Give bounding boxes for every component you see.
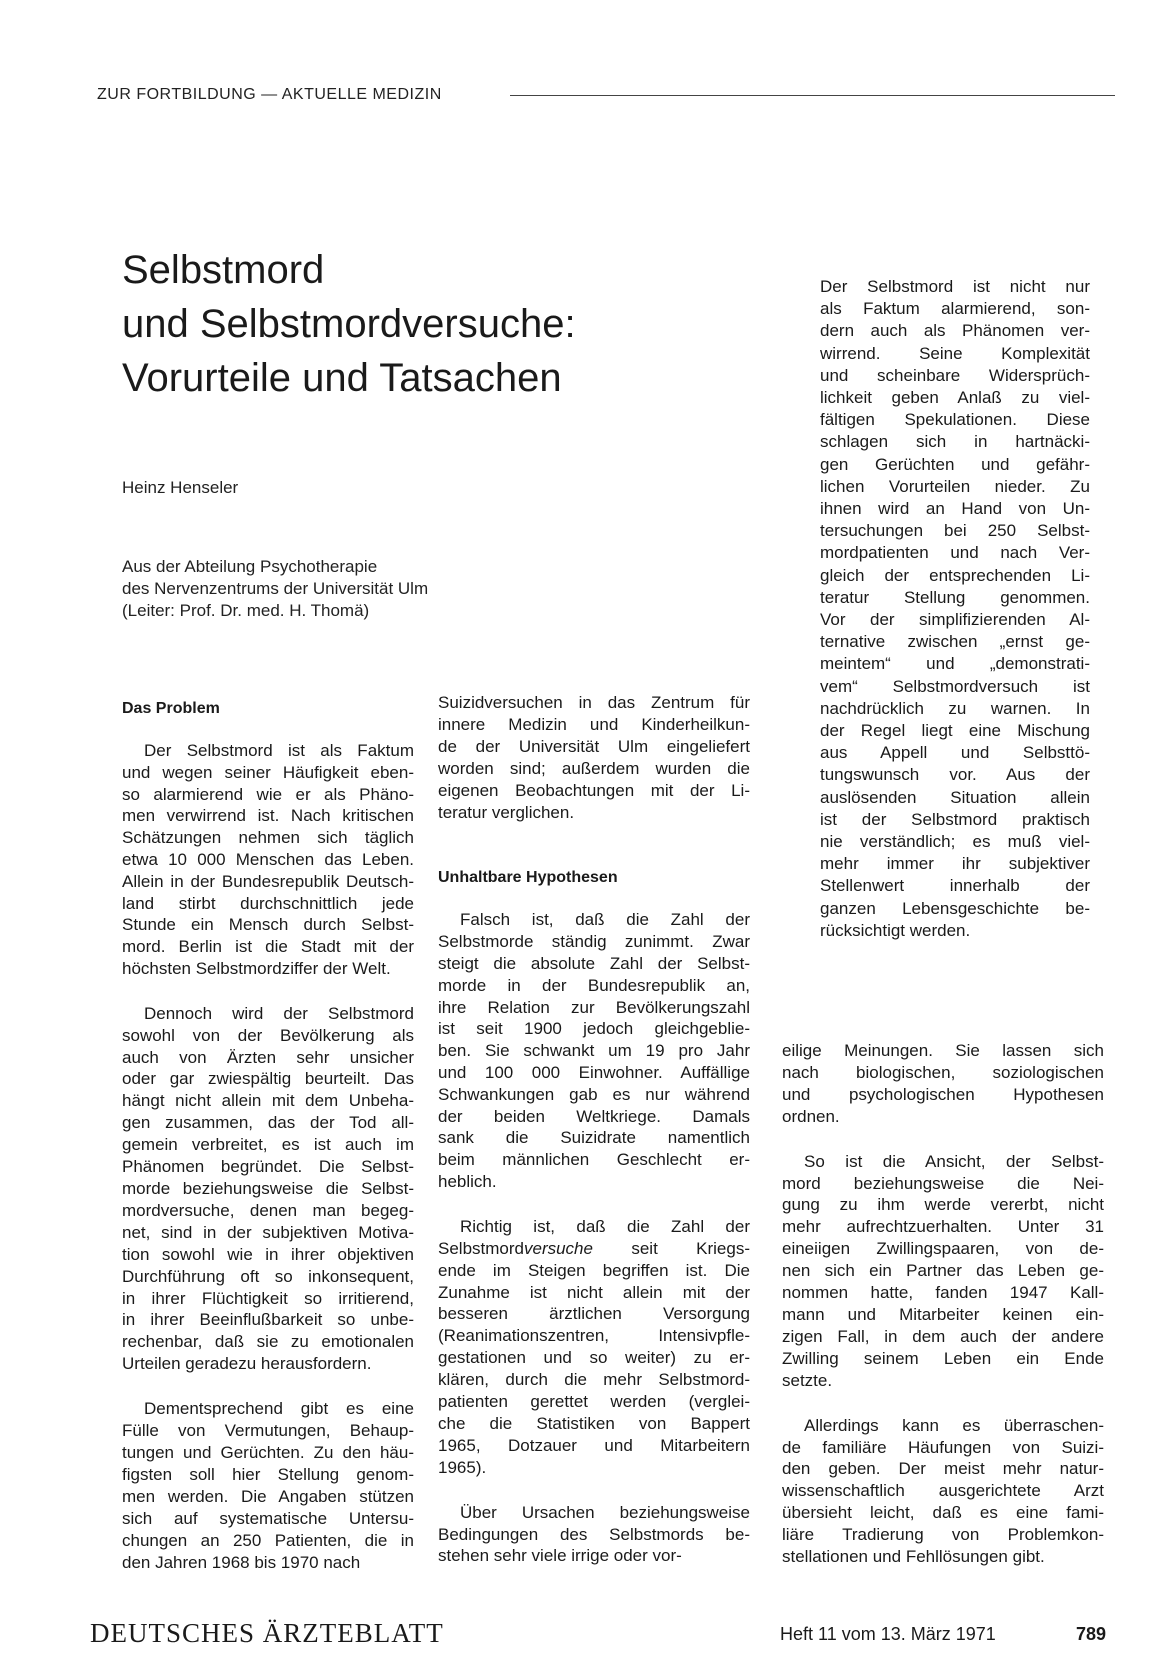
text-line: fältigen Spekulationen. Diese [820,410,1090,430]
title-line: Vorurteile und Tatsachen [122,356,562,400]
text-line: gestationen und so weiter) zu er- [438,1348,750,1368]
text-line: schlagen sich in hartnäcki- [820,432,1090,452]
text-line: Phänomen begründet. Die Selbst- [122,1157,414,1177]
text-line: (Reanimationszentren, Intensivpfle- [438,1326,750,1346]
text-line: ihre Relation zur Bevölkerungszahl [438,997,750,1017]
author-affiliation [122,556,428,622]
paragraph [438,692,750,823]
text-line: nie verständlich; es muß viel- [820,832,1090,852]
text-line: gleich der entsprechenden Li- [820,565,1090,585]
text-line: ihnen wird an Hand von Un- [820,499,1090,519]
text-line: Vor der simplifizierenden Al- [820,610,1090,630]
text-line: Schätzungen nehmen sich täglich [122,828,414,848]
text-line: gen zusammen, das der Tod all- [122,1113,414,1133]
text-line: sich auf systematische Untersu- [122,1508,414,1528]
text-line: und scheinbare Widersprüch- [820,365,1090,385]
text-line: So ist die Ansicht, der Selbst- [804,1151,1104,1171]
text-line: tion sowohl wie in ihrer objektiven [122,1244,414,1264]
paragraph [438,1216,750,1479]
text-line: Über Ursachen beziehungsweise [460,1502,750,1522]
text-line: den geben. Der meist mehr natur- [782,1459,1104,1479]
text-line: figsten soll hier Stellung genom- [122,1464,414,1484]
text-line: tungen und Gerüchten. Zu den häu- [122,1442,414,1462]
affiliation-line: Aus der Abteilung Psychotherapie [122,557,378,576]
text-line: gemein verbreitet, es ist auch im [122,1135,414,1155]
text-line: de der Universität Ulm eingeliefert [438,736,750,756]
header-rule [510,95,1115,96]
text-line: rücksichtigt werden. [820,920,971,940]
text-line: höchsten Selbstmordziffer der Welt. [122,958,391,978]
text-line: setzte. [782,1370,833,1390]
text-line: ist der Selbstmord praktisch [820,809,1090,829]
text-line: und wegen seiner Häufigkeit eben- [122,762,414,782]
text-line: gen Gerüchten und gefähr- [820,454,1090,474]
text-line [438,1238,750,1260]
text-line: dern auch als Phänomen ver- [820,321,1090,341]
text-line: etwa 10 000 Menschen das Leben. [122,849,414,869]
text-line: eigenen Beobachtungen mit der Li- [438,780,750,800]
paragraph [782,1415,1104,1568]
issue-info: Heft 11 vom 13. März 1971 [780,1624,996,1644]
paragraph [122,1398,414,1573]
article-title [122,243,742,405]
paragraph [438,1502,750,1568]
text-line: in ihrer Flüchtigkeit so irritierend, [122,1288,414,1308]
text-line: Richtig ist, daß die Zahl der [460,1216,750,1236]
title-line: Selbstmord [122,248,325,292]
text-line: beim männlichen Geschlecht er- [438,1150,750,1170]
text-line: 1965). [438,1457,487,1477]
text-line: steigt die absolute Zahl der Selbst- [438,954,750,974]
text-line: Allein in der Bundesrepublik Deutsch- [122,871,414,891]
text-line: Zwilling seinem Leben ein Ende [782,1348,1104,1368]
text-line: tersuchungen bei 250 Selbst- [820,521,1090,541]
section-heading: Das Problem [122,700,220,717]
text-line: Zunahme ist nicht allein mit der [438,1282,750,1302]
column-1 [122,698,414,1573]
affiliation-line: (Leiter: Prof. Dr. med. H. Thomä) [122,601,370,620]
text-line: rechenbar, daß sie zu emotionalen [122,1332,414,1352]
text-line: liäre Tradierung von Problemkon- [782,1525,1104,1545]
text-line: mord. Berlin ist die Stadt mit der [122,937,414,957]
text-line: mordversuche, denen man begeg- [122,1200,414,1220]
text-line: so alarmierend wie er als Phäno- [122,784,414,804]
text-line: eineiigen Zwillingspaaren, von de- [782,1239,1104,1259]
text-line: ternative zwischen „ernst ge- [820,632,1090,652]
text-line: den Jahren 1968 bis 1970 nach [122,1552,361,1572]
text-line: morde beziehungsweise die Selbst- [122,1179,414,1199]
title-line: und Selbstmordversuche: [122,302,576,346]
text-line: übersieht leicht, daß es eine fami- [782,1503,1104,1523]
emphasis-text: versuche [523,1238,593,1258]
text-line: der Regel liegt eine Mischung [820,721,1090,741]
text-line: ist seit 1900 jedoch gleichgeblie- [438,1019,750,1039]
text-line: gung zu ihm werde vererbt, nicht [782,1195,1104,1215]
paragraph [782,1151,1104,1392]
text-line: Stunde ein Mensch durch Selbst- [122,915,414,935]
paragraph-continued [438,1260,750,1479]
text-line: ordnen. [782,1106,840,1126]
text-line: tungswunsch vor. Aus der [820,765,1090,785]
section-label: ZUR FORTBILDUNG — AKTUELLE MEDIZIN [97,86,442,103]
paragraph [122,1003,414,1375]
text-line: zigen Fall, in dem auch der andere [782,1326,1104,1346]
paragraph [438,909,750,1192]
text-line: men werden. Die Angaben stützen [122,1486,414,1506]
text-line: Stellenwert innerhalb der [820,876,1090,896]
text-line: wirrend. Seine Komplexität [820,343,1090,363]
text-line: 1965, Dotzauer und Mitarbeitern [438,1435,750,1455]
text-line: Der Selbstmord ist als Faktum [144,741,414,760]
text-line: klären, durch die mehr Selbstmord- [438,1370,750,1390]
text-line: sank die Suizidrate namentlich [438,1128,750,1148]
text-line: worden sind; außerdem wurden die [438,758,750,778]
text-line: besseren ärztlichen Versorgung [438,1304,750,1324]
text-line: Falsch ist, daß die Zahl der [460,910,750,930]
text-line: ende im Steigen begriffen ist. Die [438,1260,750,1280]
text-line: auch von Ärzten sehr unsicher [122,1047,414,1067]
text-line: chungen an 250 Patienten, die in [122,1530,414,1550]
text-line: de familiäre Häufungen von Suizi- [782,1437,1104,1457]
text-line: hängt nicht allein mit dem Unbeha- [122,1091,414,1111]
page-number: 789 [1076,1624,1107,1644]
text-line: Schwankungen gab es nur während [438,1084,750,1104]
text-line: Durchführung oft so inkonsequent, [122,1266,414,1286]
text-line: mord beziehungsweise die Nei- [782,1173,1104,1193]
text-line: men verwirrend ist. Nach kritischen [122,806,414,826]
author-name: Heinz Henseler [122,478,239,497]
text-line: ben. Sie schwankt um 19 pro Jahr [438,1041,750,1061]
text-line: vem“ Selbstmordversuch ist [820,676,1090,696]
journal-name: DEUTSCHES ÄRZTEBLATT [90,1618,444,1648]
text-line: Fülle von Vermutungen, Behaup- [122,1421,414,1441]
text-line: und 100 000 Einwohner. Auffällige [438,1063,750,1083]
text-line: morde in der Bundesrepublik an, [438,975,750,995]
text-line: nachdrücklich zu warnen. In [820,698,1090,718]
text-line: in ihrer Beeinflußbarkeit so unbe- [122,1310,414,1330]
text-line: nen sich ein Partner das Leben ge- [782,1261,1104,1281]
text-line: stehen sehr viele irrige oder vor- [438,1546,682,1566]
text-line: mehr aufrechtzuerhalten. Unter 31 [782,1217,1104,1237]
text-line: Dennoch wird der Selbstmord [144,1003,414,1023]
text-line: und psychologischen Hypothesen [782,1084,1104,1104]
text-line: nach biologischen, soziologischen [782,1062,1104,1082]
text-line: aus Appell und Selbsttö- [820,743,1090,763]
text-line: mann und Mitarbeiter keinen ein- [782,1304,1104,1324]
text-line: oder gar zwiespältig beurteilt. Das [122,1069,414,1089]
abstract [820,276,1090,942]
text-line: Der Selbstmord ist nicht nur [820,277,1090,296]
text-line: teratur verglichen. [438,802,575,822]
text-line: auslösenden Situation allein [820,787,1090,807]
text-line: mehr immer ihr subjektiver [820,854,1090,874]
text-line: Bedingungen des Selbstmords be- [438,1524,750,1544]
text-line: Allerdings kann es überraschen- [804,1415,1104,1435]
text-line: meintem“ und „demonstrati- [820,654,1090,674]
text-line: sowohl von der Bevölkerung als [122,1025,414,1045]
text-run: Selbstmord [438,1238,524,1258]
text-line: heblich. [438,1172,497,1191]
text-line: net, sind in der subjektiven Motiva- [122,1222,414,1242]
text-line: wissenschaftlich ausgerichtete Arzt [782,1481,1104,1501]
text-run: seit Kriegs- [592,1238,750,1258]
text-line: innere Medizin und Kinderheilkun- [438,714,750,734]
paragraph [782,1040,1104,1128]
text-line: patienten gerettet werden (verglei- [438,1392,750,1412]
text-line: mordpatienten und nach Ver- [820,543,1090,563]
text-line: Dementsprechend gibt es eine [144,1399,414,1419]
text-line: land stirbt durchschnittlich jede [122,893,414,913]
text-line: Urteilen geradezu herausfordern. [122,1354,372,1374]
text-line: stellationen und Fehllösungen gibt. [782,1547,1045,1567]
text-line: nommen hatte, fanden 1947 Kall- [782,1283,1104,1303]
column-2 [438,692,750,1567]
text-line: der beiden Weltkriege. Damals [438,1106,750,1126]
paragraph [122,740,414,980]
affiliation-line: des Nervenzentrums der Universität Ulm [122,579,429,598]
text-line: che die Statistiken von Bappert [438,1413,750,1433]
column-3 [782,1040,1104,1568]
section-heading: Unhaltbare Hypothesen [438,869,618,887]
text-line: Suizidversuchen in das Zentrum für [438,693,750,712]
text-line: teratur Stellung genommen. [820,587,1090,607]
text-line: ganzen Lebensgeschichte be- [820,898,1090,918]
text-line: als Faktum alarmierend, son- [820,299,1090,319]
text-line: lichkeit geben Anlaß zu viel- [820,388,1090,408]
text-line: eilige Meinungen. Sie lassen sich [782,1041,1104,1060]
text-line: Selbstmorde ständig zunimmt. Zwar [438,932,750,952]
text-line: lichen Vorurteilen nieder. Zu [820,476,1090,496]
